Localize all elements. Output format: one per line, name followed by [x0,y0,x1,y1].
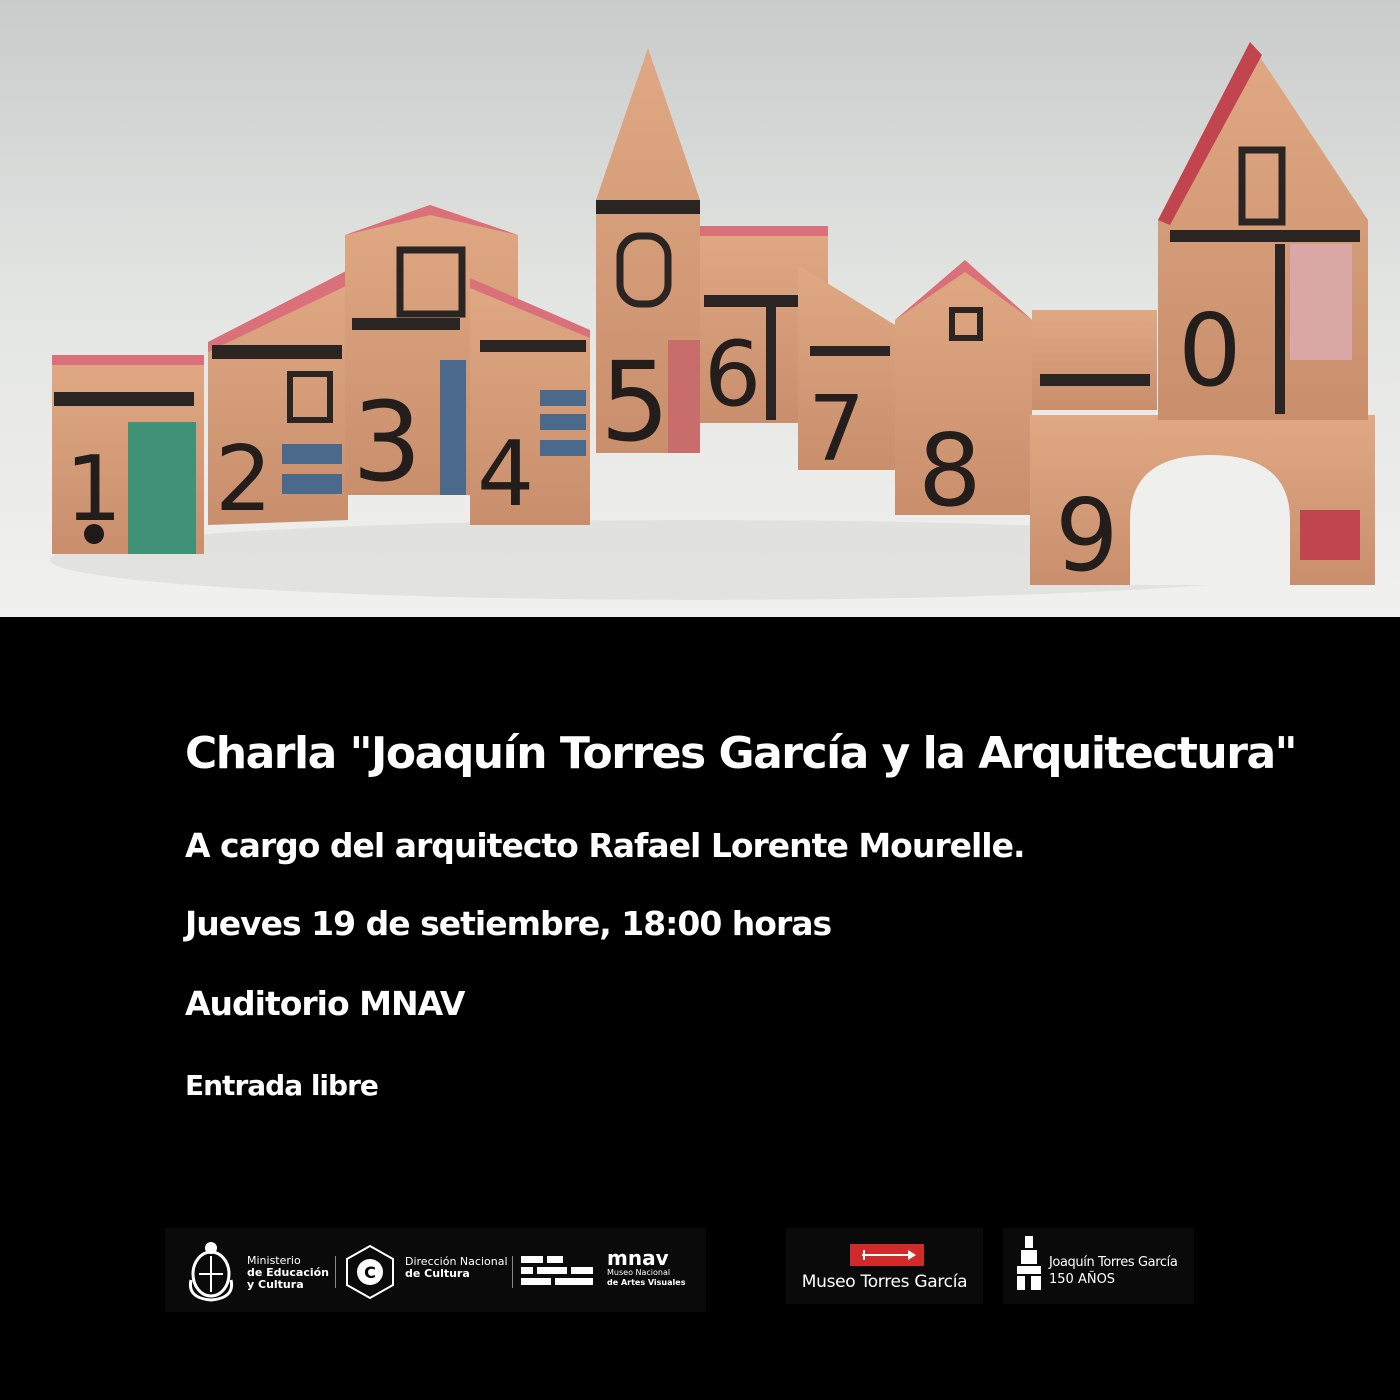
dnc-mark: C [364,1263,376,1282]
dnc-line2: de Cultura [405,1267,470,1280]
event-title: Charla "Joaquín Torres García y la Arquitectura" [185,728,1297,779]
jtg-150-logo [1003,1228,1194,1304]
block-number: 5 [600,338,670,466]
block-number: 6 [704,322,762,427]
event-admission: Entrada libre [185,1069,378,1102]
jtg-line2: 150 AÑOS [1049,1272,1116,1287]
institutional-logos [165,1228,706,1312]
block-number: 9 [1055,477,1119,594]
block-number: 2 [215,427,273,532]
jtg-tower-icon [1017,1236,1043,1292]
event-photo [0,0,1400,617]
museo-name: Museo Torres García [801,1272,968,1292]
mec-line3: y Cultura [247,1278,304,1291]
mec-line1: Ministerio [247,1254,301,1267]
block-number: 4 [477,422,535,527]
museo-torres-garcia-logo [786,1228,983,1304]
divider [335,1256,336,1288]
event-venue: Auditorio MNAV [185,984,465,1023]
event-details [185,728,1297,1102]
mnav-line2: de Artes Visuales [607,1278,686,1287]
event-speaker: A cargo del arquitecto Rafael Lorente Mourelle. [185,826,1025,865]
museum-arrow-icon [850,1244,924,1266]
block-number: 3 [352,378,422,506]
hexagon-logo-icon [343,1244,397,1300]
block-number: 7 [808,377,866,482]
block-number: 8 [918,412,982,529]
event-datetime: Jueves 19 de setiembre, 18:00 horas [185,904,832,943]
block-number: 1 [65,437,123,542]
coat-of-arms-icon [185,1240,237,1302]
divider [512,1256,513,1288]
mnav-name: mnav [607,1246,669,1270]
mec-line2: de Educación [247,1266,330,1279]
jtg-line1: Joaquín Torres García [1049,1255,1178,1270]
block-1 [52,355,204,554]
mnav-line1: Museo Nacional [607,1268,671,1277]
dnc-line1: Dirección Nacional [405,1255,508,1268]
mnav-stripes-icon [521,1256,595,1292]
block-number: 0 [1178,292,1242,409]
